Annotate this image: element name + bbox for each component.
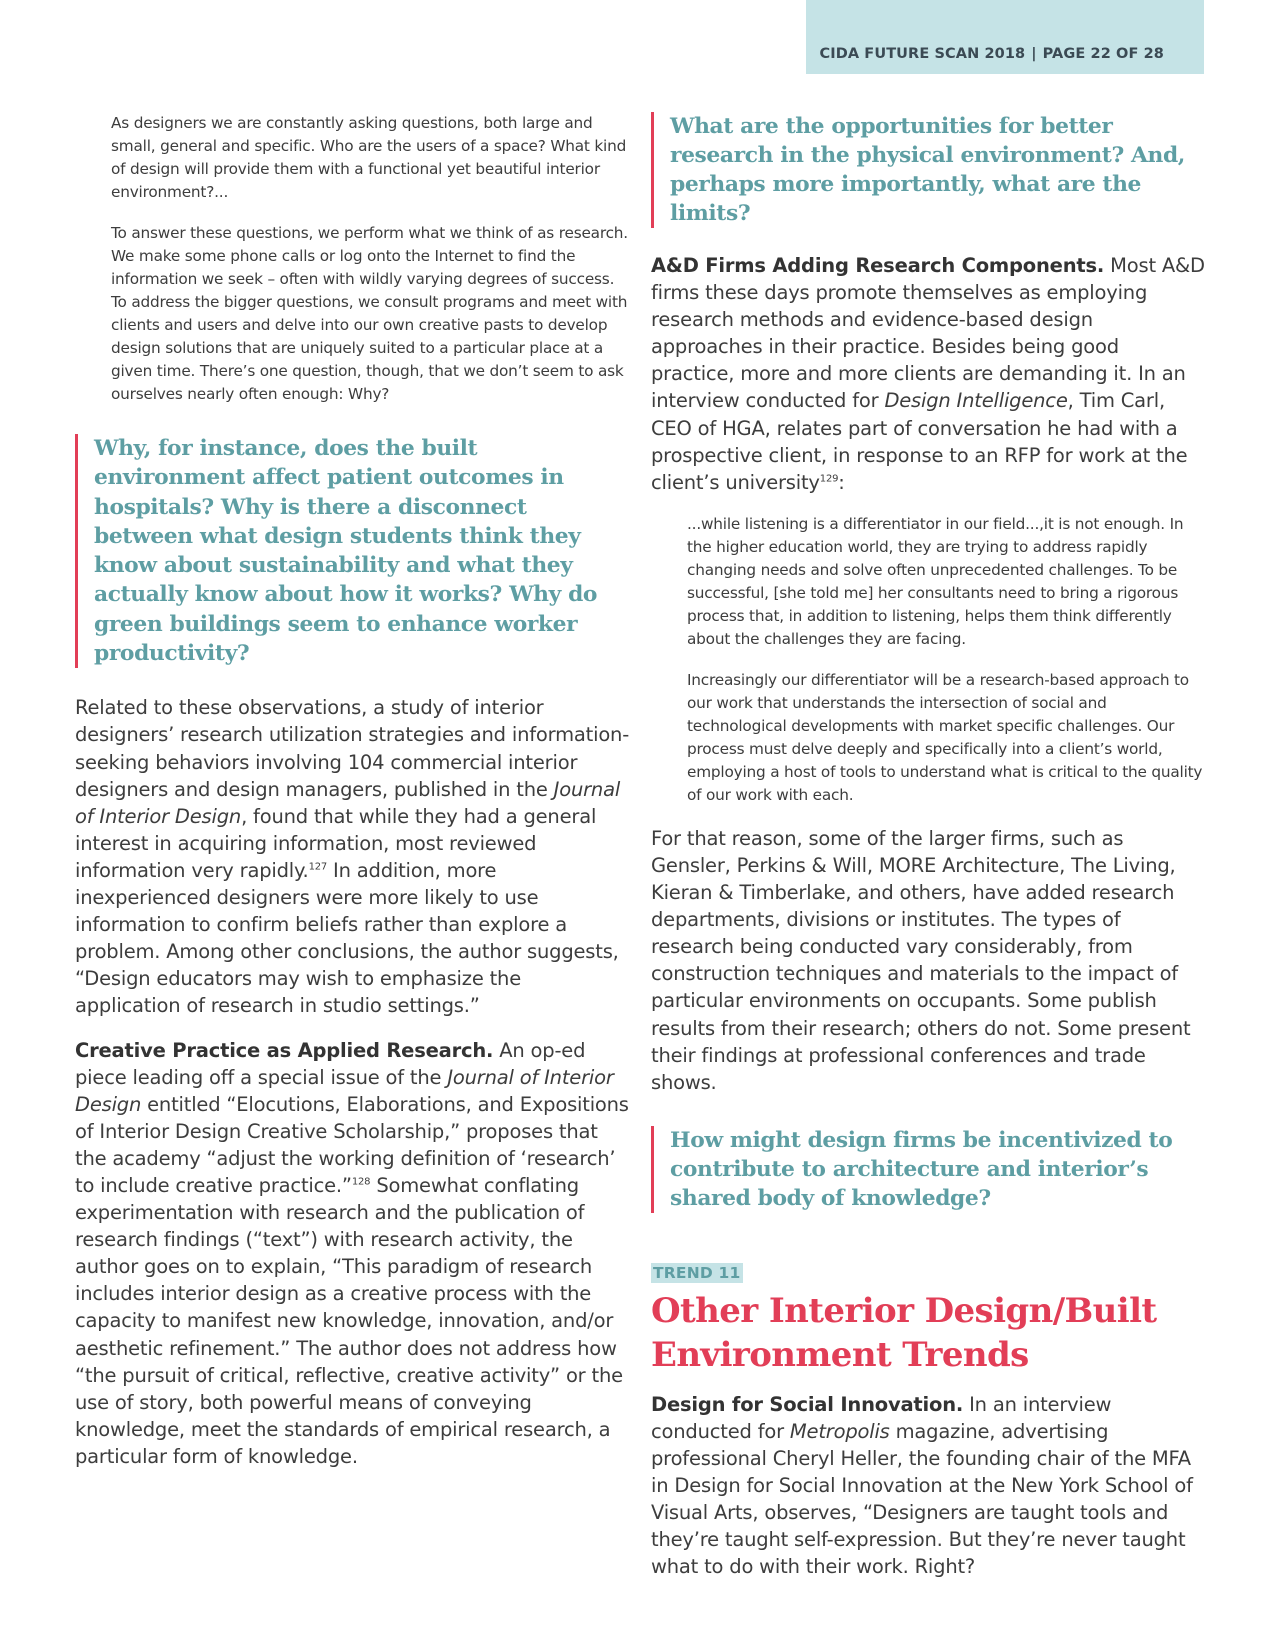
trend-title: Other Interior Design/Built Environment Trends bbox=[651, 1290, 1157, 1375]
text-run: In an interview conducted for bbox=[651, 1392, 1112, 1443]
section-lead-ad-firms: A&D Firms Adding Research Components. bbox=[651, 254, 1105, 277]
text-run: magazine, advertising professional Cheryl Heller, the founding chair of the MFA in Design for Social Innovation at the New York School of Visual Arts, observes, “Designers are taught tools and they’re taught self-expression. But they’re never taught what to do with their work. Right? bbox=[651, 1419, 1193, 1579]
publication-name: Design Intelligence bbox=[884, 389, 1068, 413]
text-run: Related to these observations, a study of interior designers’ research utilization strategies and information-seeking behaviors involving 104 commercial interior designers and design managers, published in the bbox=[75, 696, 630, 801]
text-run: Somewhat conflating experimentation with research and the publication of research findings (“text”) with research activity, the author goes on to explain, “This paradigm of research includes interior design as a creative process with the capacity to manifest new knowledge, innovation, and/or aesthetic refinement.” The author does not address how “the pursuit of critical, reflective, creative activity” or the use of story, both powerful means of conveying knowledge, meet the standards of empirical research, a particular form of knowledge. bbox=[75, 1173, 623, 1468]
left-column bbox=[75, 112, 630, 1470]
body-paragraph-creative-practice bbox=[75, 1037, 630, 1471]
footnote-ref-129: 129 bbox=[819, 473, 839, 485]
trend-header bbox=[651, 1263, 1206, 1377]
interview-quote-paragraph-2: Increasingly our differentiator will be a research-based approach to our work that understands the intersection of social and technological developments with market specific challenges. Our process must delve deeply and specifically into a client’s world, employing a host of tools to understand what is critical to the quality of our work with each. bbox=[687, 670, 1203, 804]
page-number: PAGE 22 OF 28 bbox=[1042, 46, 1164, 62]
header-separator: | bbox=[1031, 46, 1037, 62]
publication-title: CIDA FUTURE SCAN 2018 bbox=[819, 46, 1026, 62]
section-lead-creative-practice: Creative Practice as Applied Research. bbox=[75, 1038, 494, 1062]
pull-quote-right-2: How might design firms be incentivized to contribute to architecture and interior’s shared body of knowledge? bbox=[651, 1126, 1206, 1213]
section-lead-social-innovation: Design for Social Innovation. bbox=[651, 1392, 964, 1416]
body-paragraph-social-innovation bbox=[651, 1391, 1206, 1581]
text-run: , Tim Carl, CEO of HGA, relates part of conversation he had with a prospective client, in response to an RFP for work at the client’s university bbox=[651, 389, 1188, 494]
footnote-ref-127: 127 bbox=[308, 861, 328, 873]
journal-title: Journal of Interior Design bbox=[75, 1065, 614, 1116]
magazine-name: Metropolis bbox=[789, 1419, 890, 1443]
journal-title: Journal of Interior Design bbox=[75, 777, 621, 828]
text-run: : bbox=[838, 470, 845, 494]
block-quote-paragraph-1: As designers we are constantly asking questions, both large and small, general and specific. Who are the users of a space? What kind of design will provide them with a functional yet beautiful interior environment?... bbox=[111, 114, 627, 201]
interview-quote-paragraph-1: ...while listening is a differentiator in our field...,it is not enough. In the higher education world, they are trying to address rapidly changing needs and solve often unprecedented challenges. To be successful, [she told me] her consultants need to bring a rigorous process that, in addition to listening, helps them think differently about the challenges they are facing. bbox=[687, 514, 1184, 648]
text-run: , found that while they had a general interest in acquiring information, most reviewed information very rapidly. bbox=[75, 804, 597, 882]
pull-quote-right-1: What are the opportunities for better research in the physical environment? And, perhaps more importantly, what are the limits? bbox=[651, 112, 1206, 228]
running-header bbox=[806, 46, 1204, 62]
right-column bbox=[651, 112, 1206, 1580]
block-quote-paragraph-2: To answer these questions, we perform what we think of as research. We make some phone calls or log onto the Internet to find the information we seek – often with wildly varying degrees of success. To address the bigger questions, we consult programs and meet with clients and users and delve into our own creative pasts to develop design solutions that are uniquely suited to a particular place at a given time. There’s one question, though, that we don’t seem to ask ourselves nearly often enough: Why? bbox=[111, 224, 628, 403]
trend-label: TREND 11 bbox=[653, 1263, 741, 1282]
header-band bbox=[806, 0, 1204, 74]
pull-quote-left: Why, for instance, does the built environment affect patient outcomes in hospitals? Why is there a disconnect between what design students think they know about sustainability and what they actually know about how it works? Why do green buildings seem to enhance worker productivity? bbox=[75, 434, 630, 668]
body-paragraph-larger-firms: For that reason, some of the larger firms, such as Gensler, Perkins & Will, MORE Architecture, The Living, Kieran & Timberlake, and others, have added research departments, divisions or institutes. The types of research being conducted vary considerably, from construction techniques and materials to the impact of particular environments on occupants. Some publish results from their research; others do not. Some present their findings at professional conferences and trade shows. bbox=[651, 826, 1191, 1094]
text-run: In addition, more inexperienced designers were more likely to use information to confirm beliefs rather than explore a problem. Among other conclusions, the author suggests, “Design educators may wish to emphasize the application of research in studio settings.” bbox=[75, 858, 619, 1018]
body-paragraph-ad-firms bbox=[651, 252, 1206, 496]
text-run: entitled “Elocutions, Elaborations, and Expositions of Interior Design Creative Scholarship,” proposes that the academy “adjust the working definition of ‘research’ to include creative practice.” bbox=[75, 1092, 629, 1197]
text-run: An op-ed piece leading off a special issue of the bbox=[75, 1038, 586, 1089]
body-paragraph-study bbox=[75, 694, 630, 1019]
text-run: Most A&D firms these days promote themselves as employing research methods and evidence-based design approaches in their practice. Besides being good practice, more and more clients are demanding it. In an interview conducted for bbox=[651, 254, 1205, 413]
footnote-ref-128: 128 bbox=[351, 1176, 371, 1188]
